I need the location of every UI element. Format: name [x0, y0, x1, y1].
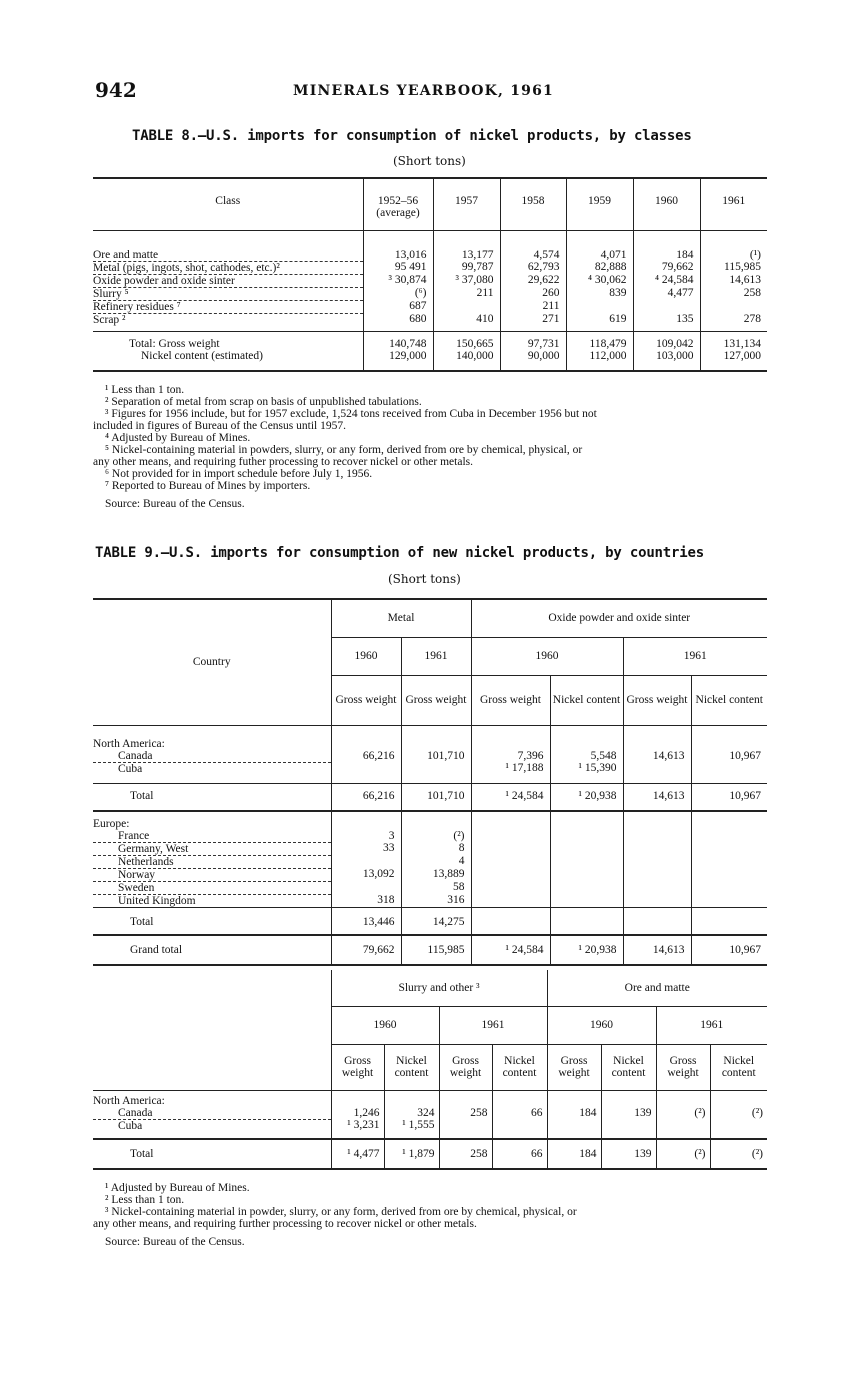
cell-value: 13,446 [331, 907, 401, 935]
cell-value [623, 894, 691, 907]
cell-value [623, 842, 691, 855]
footnote: any other means, and requiring further processing to recover nickel or other metals. [93, 1218, 477, 1230]
cell-value [623, 868, 691, 881]
cell-value: 58 [401, 881, 471, 894]
table9-row [93, 855, 767, 868]
footnote: included in figures of Bureau of the Census until 1957. [93, 420, 346, 432]
cell-value: 13,177 [433, 230, 500, 261]
table8-col-1961: 1961 [700, 178, 767, 230]
region-row [93, 1090, 767, 1107]
cell-value [566, 300, 633, 313]
cell-value [439, 1090, 492, 1107]
footnote: any other means, and requiring futher processing to recover nickel or other metals. [93, 456, 474, 468]
table8-col-1958: 1958 [500, 178, 566, 230]
gross-weight-header: Gross weight [331, 1044, 384, 1090]
total-value: 140,000 [433, 350, 500, 371]
row-label: Metal (pigs, ingots, shot, cathodes, etc.)² [93, 261, 363, 274]
nickel-content-header: Nickel content [550, 675, 623, 725]
cell-value: 619 [566, 313, 633, 332]
cell-value: 14,613 [700, 274, 767, 287]
cell-value [492, 1090, 547, 1107]
nickel-content-header: Nickel content [710, 1044, 767, 1090]
cell-value [601, 1090, 656, 1107]
cell-value: 3 [331, 830, 401, 843]
cell-value [710, 1119, 767, 1139]
cell-value: 13,016 [363, 230, 433, 261]
table8-total-row [93, 350, 767, 371]
table9-group-oxide: Oxide powder and oxide sinter [471, 599, 767, 637]
cell-value [471, 894, 550, 907]
table8-row [93, 274, 767, 287]
cell-value: 115,985 [401, 935, 471, 965]
cell-value: ¹ 3,231 [331, 1119, 384, 1139]
cell-value: 66 [492, 1139, 547, 1169]
table9-title: TABLE 9.—U.S. imports for consumption of new nickel products, by countries [95, 545, 704, 561]
cell-value: 79,662 [633, 261, 700, 274]
table9-row [93, 830, 767, 843]
cell-value: 13,092 [331, 868, 401, 881]
table8-col-1959: 1959 [566, 178, 633, 230]
cell-value [623, 881, 691, 894]
table8-row [93, 313, 767, 332]
footnote: ² Separation of metal from scrap on basis of unpublished tabulations. [105, 396, 422, 408]
cell-value [633, 300, 700, 313]
cell-value: 7,396 [471, 750, 550, 763]
table9-row [93, 783, 767, 811]
cell-value: 258 [439, 1139, 492, 1169]
row-label: Germany, West [93, 842, 331, 855]
cell-value [439, 1119, 492, 1139]
cell-value: ¹ 20,938 [550, 783, 623, 811]
cell-value: 687 [363, 300, 433, 313]
cell-value: ¹ 24,584 [471, 783, 550, 811]
row-label: Oxide powder and oxide sinter [93, 274, 363, 287]
cell-value [623, 762, 691, 783]
table9-group-metal: Metal [331, 599, 471, 637]
cell-value: 10,967 [691, 935, 767, 965]
cell-value: (¹) [700, 230, 767, 261]
cell-value [691, 725, 767, 750]
table9-row [93, 1107, 767, 1120]
total-value: 103,000 [633, 350, 700, 371]
cell-value: (²) [656, 1139, 710, 1169]
table9-row [93, 935, 767, 965]
table8-col-1960: 1960 [633, 178, 700, 230]
table9-part2 [93, 970, 767, 1170]
cell-value: 4 [401, 855, 471, 868]
total-value: 109,042 [633, 332, 700, 351]
cell-value: (²) [401, 830, 471, 843]
cell-value [471, 830, 550, 843]
cell-value: 79,662 [331, 935, 401, 965]
cell-value: (⁶) [363, 287, 433, 300]
cell-value [656, 1119, 710, 1139]
cell-value: 184 [633, 230, 700, 261]
table9-unit: (Short tons) [388, 572, 461, 586]
row-label: Canada [93, 1107, 331, 1120]
cell-value [331, 762, 401, 783]
cell-value [331, 1090, 384, 1107]
cell-value [691, 907, 767, 935]
table8-row [93, 230, 767, 261]
gross-weight-header: Gross weight [439, 1044, 492, 1090]
cell-value: 316 [401, 894, 471, 907]
year-header: 1961 [623, 637, 767, 675]
cell-value: ³ 37,080 [433, 274, 500, 287]
cell-value: 139 [601, 1139, 656, 1169]
year-header: 1961 [656, 1006, 767, 1044]
cell-value: 82,888 [566, 261, 633, 274]
cell-value: 258 [700, 287, 767, 300]
cell-value: 29,622 [500, 274, 566, 287]
cell-value: ³ 30,874 [363, 274, 433, 287]
cell-value [550, 907, 623, 935]
table9-group-ore: Ore and matte [547, 970, 767, 1006]
row-label: Total [130, 915, 154, 928]
cell-value [331, 855, 401, 868]
year-header: 1960 [471, 637, 623, 675]
row-label: Grand total [130, 943, 183, 956]
cell-value: 14,613 [623, 750, 691, 763]
cell-value [550, 725, 623, 750]
total-label: Total: Gross weight [129, 338, 220, 350]
cell-value: 5,548 [550, 750, 623, 763]
cell-value [547, 1119, 601, 1139]
nickel-content-header: Nickel content [492, 1044, 547, 1090]
footnote: ³ Nickel-containing material in powder, slurry, or any form, derived from ore by chemical, physical, or [105, 1206, 577, 1218]
cell-value [471, 842, 550, 855]
cell-value: ⁴ 24,584 [633, 274, 700, 287]
cell-value: 184 [547, 1107, 601, 1120]
gross-weight-header: Gross weight [623, 675, 691, 725]
cell-value [471, 855, 550, 868]
footnote: ² Less than 1 ton. [105, 1194, 185, 1206]
cell-value: 115,985 [700, 261, 767, 274]
cell-value: 33 [331, 842, 401, 855]
table8-row [93, 300, 767, 313]
cell-value [550, 855, 623, 868]
row-label: Netherlands [93, 855, 331, 868]
running-head: MINERALS YEARBOOK, 1961 [293, 83, 554, 99]
row-label: Scrap ² [93, 313, 363, 332]
total-value: 129,000 [363, 350, 433, 371]
cell-value: ¹ 1,879 [384, 1139, 439, 1169]
table9-row [93, 907, 767, 935]
cell-value: 1,246 [331, 1107, 384, 1120]
cell-value: 410 [433, 313, 500, 332]
cell-value [656, 1090, 710, 1107]
table9-row [93, 762, 767, 783]
row-label: Canada [93, 750, 331, 763]
cell-value: 680 [363, 313, 433, 332]
row-label: Slurry ⁵ [93, 287, 363, 300]
cell-value: 66 [492, 1107, 547, 1120]
table9-col-country: Country [192, 656, 231, 669]
footnote: ⁵ Nickel-containing material in powders, slurry, or any form, derived from ore by chemical, physical, or [105, 444, 583, 456]
cell-value [471, 907, 550, 935]
cell-value [547, 1090, 601, 1107]
cell-value: 14,275 [401, 907, 471, 935]
table9-row [93, 1139, 767, 1169]
region-label: Europe: [93, 817, 130, 830]
total-value: 140,748 [363, 332, 433, 351]
region-row [93, 725, 767, 750]
year-header: 1961 [401, 637, 471, 675]
table9-row [93, 1119, 767, 1139]
cell-value [471, 725, 550, 750]
cell-value [691, 881, 767, 894]
cell-value: 10,967 [691, 750, 767, 763]
table8-row [93, 261, 767, 274]
table9-row [93, 881, 767, 894]
cell-value: 99,787 [433, 261, 500, 274]
cell-value [691, 855, 767, 868]
table8-col-1957: 1957 [433, 178, 500, 230]
gross-weight-header: Gross weight [471, 675, 550, 725]
cell-value [550, 881, 623, 894]
cell-value: 184 [547, 1139, 601, 1169]
gross-weight-header: Gross weight [547, 1044, 601, 1090]
cell-value: 278 [700, 313, 767, 332]
cell-value [550, 842, 623, 855]
year-header: 1961 [439, 1006, 547, 1044]
cell-value [691, 830, 767, 843]
footnote: ¹ Less than 1 ton. [105, 384, 185, 396]
year-header: 1960 [331, 1006, 439, 1044]
row-label: Cuba [93, 1119, 331, 1139]
cell-value: 258 [439, 1107, 492, 1120]
cell-value [471, 881, 550, 894]
cell-value: 4,071 [566, 230, 633, 261]
table8-total-row [93, 332, 767, 351]
cell-value: 4,477 [633, 287, 700, 300]
row-label: Total [130, 1147, 154, 1160]
cell-value: 324 [384, 1107, 439, 1120]
table9-footnotes [93, 1182, 767, 1248]
cell-value [691, 842, 767, 855]
footnote: ³ Figures for 1956 include, but for 1957 exclude, 1,524 tons received from Cuba in December 1956 but not [105, 408, 597, 420]
cell-value [401, 762, 471, 783]
page-header [95, 78, 767, 108]
cell-value: 4,574 [500, 230, 566, 261]
cell-value: 10,967 [691, 783, 767, 811]
cell-value: 95 491 [363, 261, 433, 274]
cell-value [550, 894, 623, 907]
table9-part2-stub [93, 970, 331, 1090]
table9-row [93, 894, 767, 907]
table9-row [93, 750, 767, 763]
cell-value: (²) [656, 1107, 710, 1120]
nickel-content-header: Nickel content [384, 1044, 439, 1090]
cell-value [691, 894, 767, 907]
cell-value: 14,613 [623, 783, 691, 811]
table8-col-class: Class [215, 195, 241, 207]
table8-row [93, 287, 767, 300]
cell-value [550, 868, 623, 881]
row-label: Refinery residues ⁷ [93, 300, 363, 313]
cell-value: ¹ 20,938 [550, 935, 623, 965]
cell-value [471, 811, 550, 830]
total-value: 118,479 [566, 332, 633, 351]
cell-value: ¹ 1,555 [384, 1119, 439, 1139]
cell-value: 8 [401, 842, 471, 855]
cell-value: ¹ 15,390 [550, 762, 623, 783]
row-label: United Kingdom [93, 894, 331, 907]
table9-part1 [93, 598, 767, 966]
cell-value: ¹ 17,188 [471, 762, 550, 783]
footnote: ⁷ Reported to Bureau of Mines by importers. [105, 480, 311, 492]
gross-weight-header: Gross weight [331, 675, 401, 725]
nickel-content-header: Nickel content [691, 675, 767, 725]
cell-value [623, 830, 691, 843]
cell-value [623, 855, 691, 868]
table8-col-1952-56: 1952–56 (average) [363, 178, 433, 230]
total-value: 97,731 [500, 332, 566, 351]
cell-value: 13,889 [401, 868, 471, 881]
region-label: North America: [93, 1094, 165, 1107]
total-value: 112,000 [566, 350, 633, 371]
cell-value: ¹ 24,584 [471, 935, 550, 965]
total-label: Nickel content (estimated) [141, 350, 263, 362]
cell-value: 101,710 [401, 783, 471, 811]
footnote: ⁶ Not provided for in import schedule before July 1, 1956. [105, 468, 373, 480]
table9-group-slurry: Slurry and other ³ [331, 970, 547, 1006]
row-label: Total [130, 789, 154, 802]
cell-value [331, 881, 401, 894]
total-value: 131,134 [700, 332, 767, 351]
cell-value: (²) [710, 1139, 767, 1169]
table9-source: Source: Bureau of the Census. [105, 1236, 245, 1248]
cell-value [691, 762, 767, 783]
nickel-content-header: Nickel content [601, 1044, 656, 1090]
cell-value [471, 868, 550, 881]
cell-value [623, 725, 691, 750]
cell-value [401, 811, 471, 830]
cell-value [691, 811, 767, 830]
total-value: 90,000 [500, 350, 566, 371]
cell-value: 260 [500, 287, 566, 300]
row-label: Ore and matte [93, 230, 363, 261]
table8-source: Source: Bureau of the Census. [105, 498, 245, 510]
cell-value: 211 [500, 300, 566, 313]
cell-value [623, 907, 691, 935]
table8-unit: (Short tons) [393, 154, 466, 168]
total-value: 127,000 [700, 350, 767, 371]
cell-value [710, 1090, 767, 1107]
table8 [93, 177, 767, 372]
row-label: France [93, 830, 331, 843]
cell-value: 62,793 [500, 261, 566, 274]
total-value: 150,665 [433, 332, 500, 351]
cell-value: 318 [331, 894, 401, 907]
footnote: ¹ Adjusted by Bureau of Mines. [105, 1182, 250, 1194]
cell-value: (²) [710, 1107, 767, 1120]
cell-value [331, 725, 401, 750]
table8-title: TABLE 8.—U.S. imports for consumption of nickel products, by classes [132, 128, 692, 144]
year-header: 1960 [331, 637, 401, 675]
cell-value [492, 1119, 547, 1139]
gross-weight-header: Gross weight [401, 675, 471, 725]
row-label: Sweden [93, 881, 331, 894]
cell-value: 14,613 [623, 935, 691, 965]
cell-value: 66,216 [331, 750, 401, 763]
row-label: Norway [93, 868, 331, 881]
cell-value [550, 811, 623, 830]
cell-value [623, 811, 691, 830]
table9-row [93, 842, 767, 855]
cell-value: 271 [500, 313, 566, 332]
year-header: 1960 [547, 1006, 656, 1044]
cell-value: 101,710 [401, 750, 471, 763]
page-number: 942 [95, 78, 137, 102]
row-label: Cuba [93, 762, 331, 783]
region-label: North America: [93, 737, 165, 750]
cell-value: 66,216 [331, 783, 401, 811]
cell-value: ¹ 4,477 [331, 1139, 384, 1169]
footnote: ⁴ Adjusted by Bureau of Mines. [105, 432, 251, 444]
table8-footnotes [93, 384, 767, 510]
cell-value [601, 1119, 656, 1139]
cell-value: 211 [433, 287, 500, 300]
cell-value: 839 [566, 287, 633, 300]
cell-value [433, 300, 500, 313]
cell-value [550, 830, 623, 843]
cell-value: 139 [601, 1107, 656, 1120]
cell-value [700, 300, 767, 313]
gross-weight-header: Gross weight [656, 1044, 710, 1090]
cell-value [331, 811, 401, 830]
cell-value: 135 [633, 313, 700, 332]
cell-value [384, 1090, 439, 1107]
region-row [93, 811, 767, 830]
cell-value [691, 868, 767, 881]
cell-value [401, 725, 471, 750]
cell-value: ⁴ 30,062 [566, 274, 633, 287]
table9-row [93, 868, 767, 881]
